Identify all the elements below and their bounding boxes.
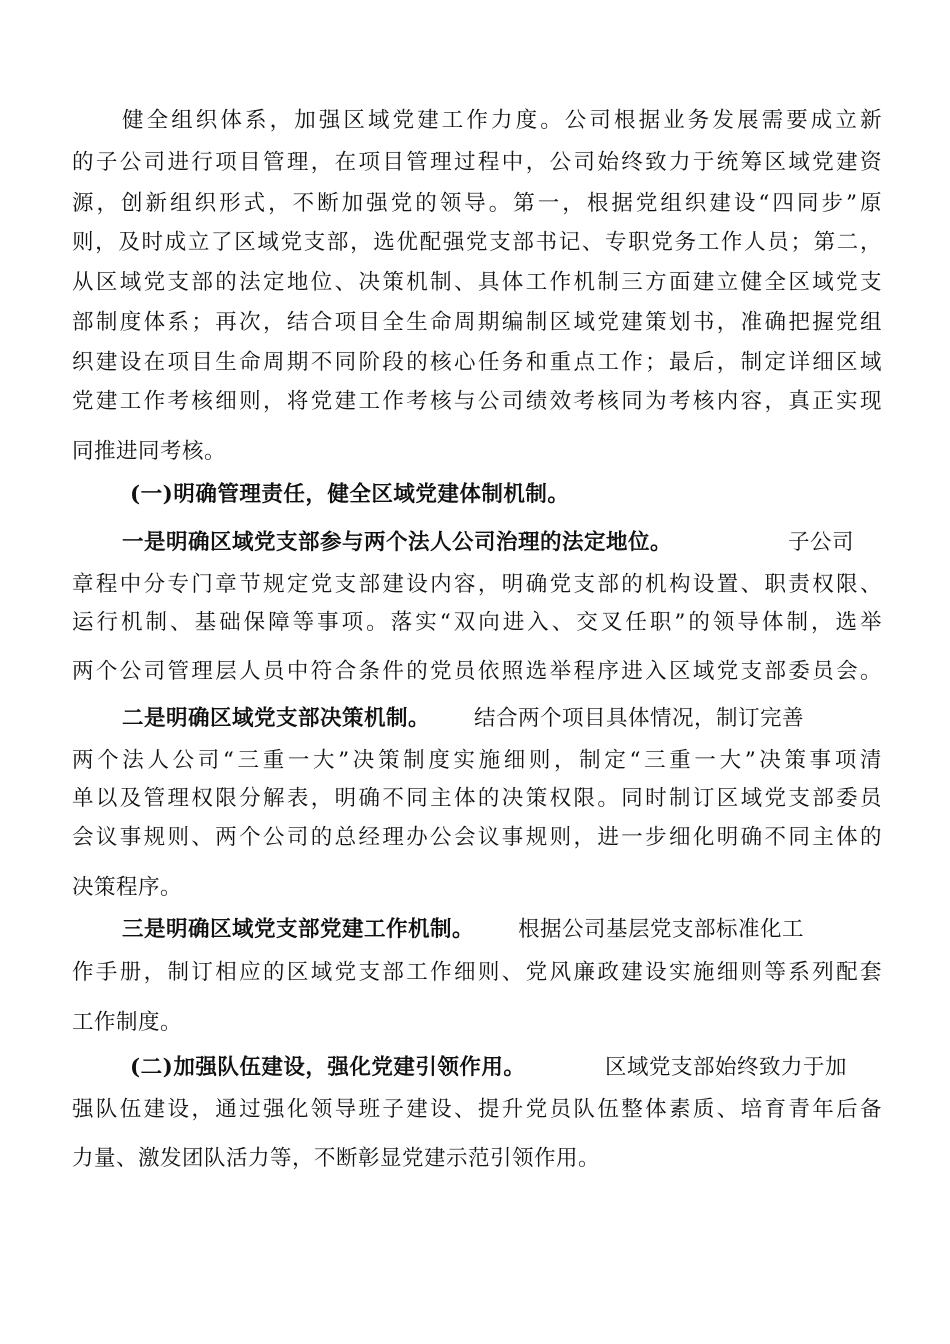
paragraph-line: 决策程序。	[72, 875, 183, 900]
paragraph-line: 作手册，制订相应的区域党支部工作细则、党风廉政建设实施细则等系列配套	[72, 960, 882, 985]
paragraph-line: 子公司	[788, 530, 855, 555]
paragraph-line: 根据公司基层党支部标准化工	[518, 917, 805, 942]
paragraph-line: 源，创新组织形式，不断加强党的领导。第一，根据党组织建设“四同步”原	[72, 191, 882, 216]
paragraph-line: 会议事规则、两个公司的总经理办公会议事规则，进一步细化明确不同主体的	[72, 825, 882, 850]
subsection-heading: 三是明确区域党支部党建工作机制。	[122, 917, 475, 942]
paragraph-line: 结合两个项目具体情况，制订完善	[474, 706, 805, 731]
paragraph-line: 同推进同考核。	[72, 439, 227, 464]
section-heading: (一)明确管理责任，健全区域党建体制机制。	[130, 482, 570, 507]
paragraph-line: 党建工作考核细则，将党建工作考核与公司绩效考核同为考核内容，真正实现	[72, 389, 882, 414]
paragraph-line: 的子公司进行项目管理，在项目管理过程中，公司始终致力于统筹区域党建资	[72, 150, 882, 175]
paragraph-line: 健全组织体系，加强区域党建工作力度。公司根据业务发展需要成立新	[122, 108, 882, 133]
paragraph-line: 单以及管理权限分解表，明确不同主体的决策权限。同时制订区域党支部委员	[72, 786, 882, 811]
paragraph-line: 章程中分专门章节规定党支部建设内容，明确党支部的机构设置、职责权限、	[72, 572, 882, 597]
paragraph-line: 部制度体系；再次，结合项目全生命周期编制区域党建策划书，准确把握党组	[72, 310, 882, 335]
paragraph-line: 运行机制、基础保障等事项。落实“双向进入、交叉任职”的领导体制，选举	[72, 610, 882, 635]
paragraph-line: 工作制度。	[72, 1010, 183, 1035]
subsection-heading: 一是明确区域党支部参与两个法人公司治理的法定地位。	[122, 530, 673, 555]
paragraph-line: 织建设在项目生命周期不同阶段的核心任务和重点工作；最后，制定详细区域	[72, 350, 882, 375]
subsection-heading: 二是明确区域党支部决策机制。	[122, 706, 431, 731]
paragraph-line: 两个法人公司“三重一大”决策制度实施细则，制定“三重一大”决策事项清	[72, 748, 882, 773]
paragraph-line: 从区域党支部的法定地位、决策机制、具体工作机制三方面建立健全区域党支	[72, 270, 882, 295]
paragraph-line: 两个公司管理层人员中符合条件的党员依照选举程序进入区域党支部委员会。	[72, 659, 882, 684]
paragraph-line: 强队伍建设，通过强化领导班子建设、提升党员队伍整体素质、培育青年后备	[72, 1097, 882, 1122]
section-heading: (二)加强队伍建设，强化党建引领作用。	[130, 1055, 526, 1080]
paragraph-line: 力量、激发团队活力等，不断彰显党建示范引领作用。	[72, 1146, 601, 1171]
paragraph-line: 区域党支部始终致力于加	[605, 1055, 848, 1080]
paragraph-line: 则，及时成立了区域党支部，选优配强党支部书记、专职党务工作人员；第二，	[72, 230, 882, 255]
